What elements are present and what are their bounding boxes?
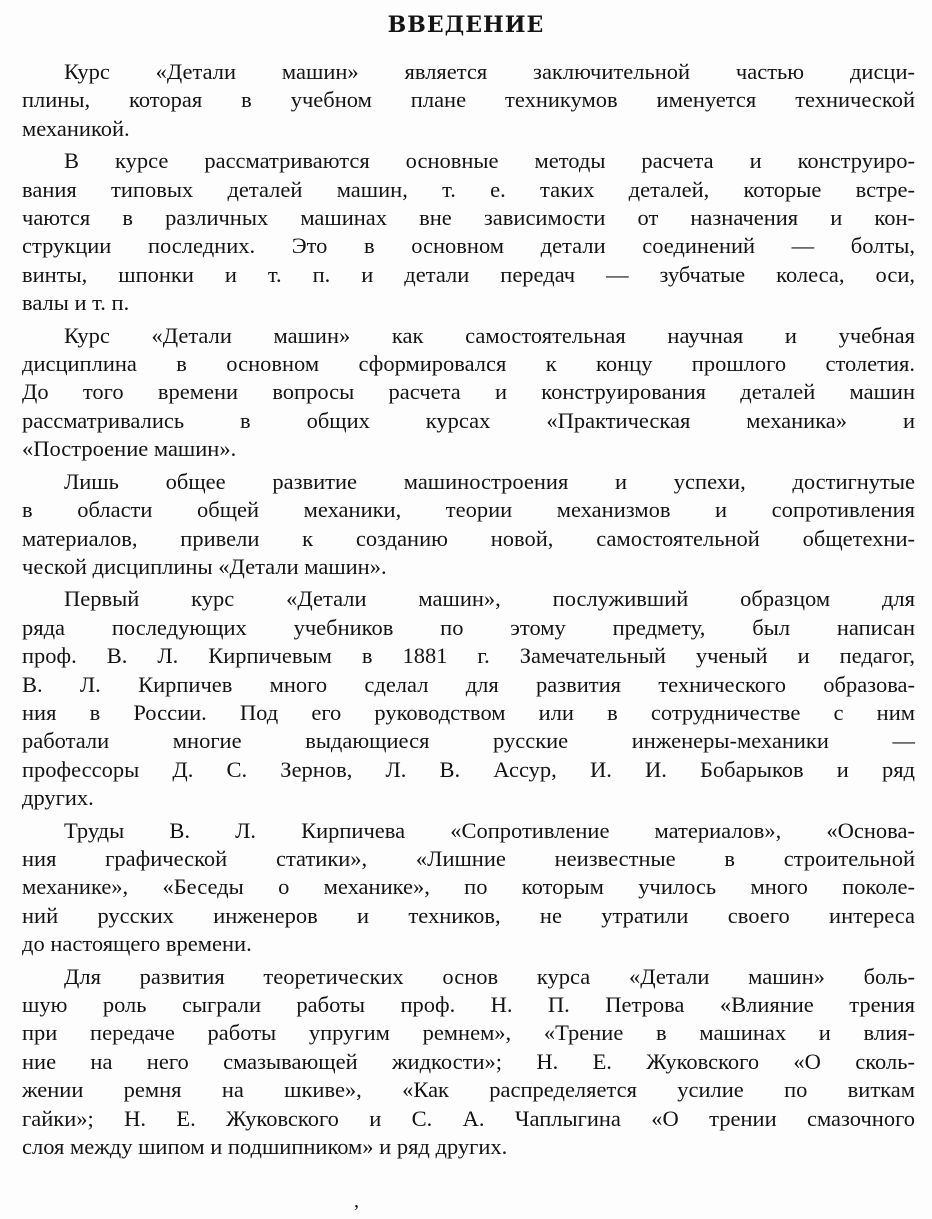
text-line: плины, которая в учебном плане техникумов именуется технической [22, 87, 915, 113]
text-line: ние на него смазывающей жидкости»; Н. Е. Жуковского «О сколь- [22, 1048, 915, 1074]
text-line: Курс «Детали машин» является заключительной частью дисци- [64, 59, 915, 84]
text-line: ряда последующих учебников по этому предмету, был написан [22, 614, 915, 640]
text-line: гайки»; Н. Е. Жуковского и С. А. Чаплыгина «О трении смазочного [22, 1105, 915, 1131]
text-line: шую роль сыграли работы проф. Н. П. Петрова «Влияние трения [22, 992, 915, 1017]
text-line: До того времени вопросы расчета и конструирования деталей машин [22, 379, 915, 405]
paragraph [22, 963, 915, 1162]
page-title: ВВЕДЕНИЕ [387, 12, 545, 38]
text-line: до настоящего времени. [22, 931, 252, 957]
text-line: ния в России. Под его руководством или в сотрудничестве с ним [22, 699, 915, 725]
paragraph [22, 147, 915, 317]
text-line: жении ремня на шкиве», «Как распределяется усилие по виткам [22, 1077, 915, 1103]
text-line: Лишь общее развитие машиностроения и успехи, достигнутые [64, 468, 915, 494]
text-line: чаются в различных машинах вне зависимости от назначения и кон- [22, 205, 915, 231]
text-line: «Построение машин». [22, 436, 237, 462]
text-line: ний русских инженеров и техников, не утратили своего интереса [22, 902, 915, 928]
text-line: материалов, привели к созданию новой, самостоятельной общетехни- [22, 525, 915, 551]
text-line: Для развития теоретических основ курса «Детали машин» боль- [64, 963, 915, 989]
paragraph [22, 322, 915, 464]
text-line: в области общей механики, теории механизмов и сопротивления [22, 497, 915, 523]
text-line: Первый курс «Детали машин», послуживший образцом для [64, 586, 915, 612]
text-line: дисциплина в основном сформировался к концу прошлого столетия. [22, 351, 915, 377]
paragraph [22, 468, 915, 582]
paragraph [22, 817, 915, 959]
text-line: валы и т. п. [22, 290, 130, 316]
paragraph [22, 58, 915, 143]
text-line: струкции последних. Это в основном детали соединений — болты, [22, 233, 915, 259]
text-line: рассматривались в общих курсах «Практическая механика» и [22, 407, 915, 433]
text-line: В. Л. Кирпичев много сделал для развития технического образова- [22, 671, 915, 697]
text-line: механикой. [22, 115, 130, 141]
text-line: проф. В. Л. Кирпичевым в 1881 г. Замечательный ученый и педагог, [22, 643, 915, 669]
text-line: слоя между шипом и подшипником» и ряд других. [22, 1134, 508, 1160]
text-line: В курсе рассматриваются основные методы расчета и конструиро- [64, 148, 915, 174]
stray-mark: , [354, 1190, 359, 1212]
text-line: других. [22, 785, 94, 811]
text-line: Труды В. Л. Кирпичева «Сопротивление материалов», «Основа- [64, 817, 915, 843]
text-line: профессоры Д. С. Зернов, Л. В. Ассур, И. И. Бобарыков и ряд [22, 756, 915, 782]
document-body [22, 58, 915, 1165]
text-line: работали многие выдающиеся русские инженеры-механики — [22, 728, 915, 754]
text-line: вания типовых деталей машин, т. е. таких деталей, которые встре- [22, 176, 915, 202]
text-line: винты, шпонки и т. п. и детали передач — зубчатые колеса, оси, [22, 261, 915, 287]
text-line: ния графической статики», «Лишние неизвестные в строительной [22, 845, 915, 871]
text-line: Курс «Детали машин» как самостоятельная научная и учебная [64, 322, 915, 348]
text-line: механике», «Беседы о механике», по которым училось много поколе- [22, 874, 915, 900]
text-line: ческой дисциплины «Детали машин». [22, 553, 387, 579]
text-line: при передаче работы упругим ремнем», «Трение в машинах и влия- [22, 1020, 915, 1046]
paragraph [22, 585, 915, 812]
